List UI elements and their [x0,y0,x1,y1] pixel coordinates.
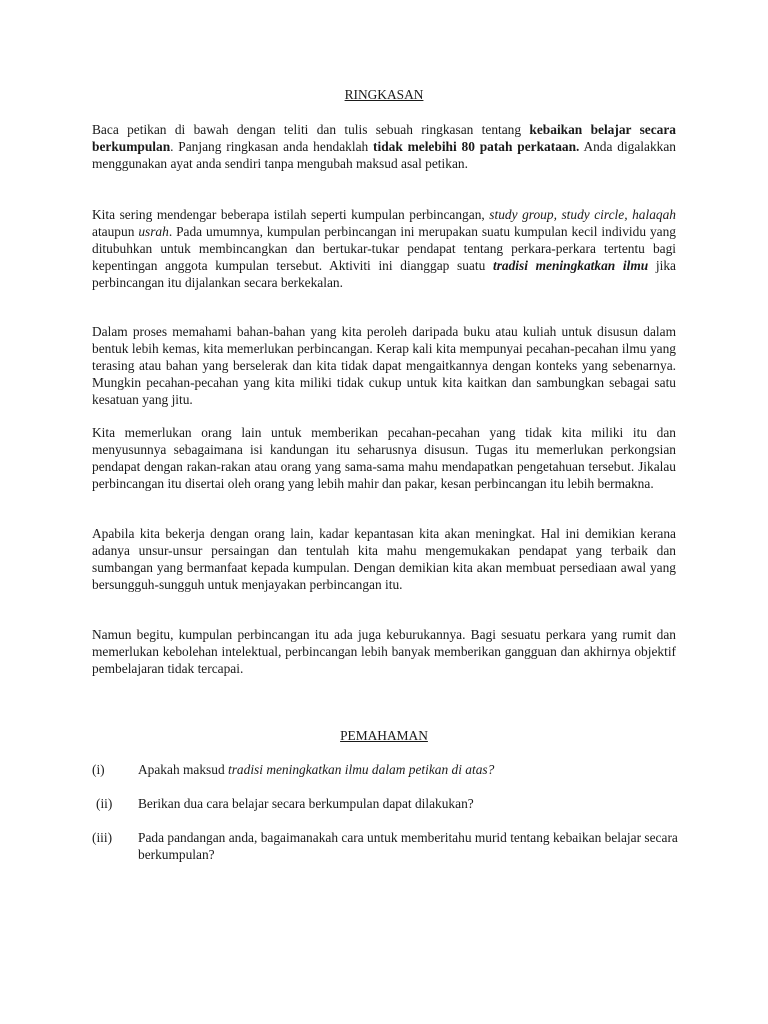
passage-text: . Pada umumnya, kumpulan perbincangan ini merupakan suatu kumpulan kecil individu yang ditubuhkan untuk membincangkan dan bertukar-tukar pendapat tentang perkara-perkara tertentu bagi kepentingan anggota kumpulan tersebut. Aktiviti ini dianggap suatu [92,224,676,273]
instruction-bold-limit: tidak melebihi 80 patah perkataan. [373,139,580,154]
question-text: Apakah maksud tradisi meningkatkan ilmu dalam petikan di atas? [138,762,495,777]
passage-italic-terms: study group, study circle, halaqah [489,207,676,222]
section-title-pemahaman: PEMAHAMAN [340,728,428,743]
question-number: (ii) [96,796,113,811]
instruction-text: Baca petikan di bawah dengan teliti dan tulis sebuah ringkasan tentang [92,122,530,137]
question-text: Berikan dua cara belajar secara berkumpulan dapat dilakukan? [138,796,474,811]
passage-paragraph-2: Dalam proses memahami bahan-bahan yang kita peroleh daripada buku atau kuliah untuk disusun dalam bentuk lebih kemas, kita memerlukan perbincangan. Kerap kali kita mempunyai pecahan-pecahan ilmu yang terasing atau bahan yang berselerak dan kita tidak dapat mengaitkannya dengan konteks yang sebenarnya. Mungkin pecahan-pecahan yang kita miliki tidak cukup untuk kita kaitkan dan sambungkan sebagai satu kesatuan yang jitu. [92,324,676,407]
question-number: (iii) [92,830,113,845]
passage-paragraph-3: Kita memerlukan orang lain untuk memberikan pecahan-pecahan yang tidak kita miliki itu dan menyusunnya sebagaimana isi kandungan itu seharusnya disusun. Tugas itu memerlukan perkongsian pendapat dengan rakan-rakan atau orang yang sama-sama mahu mendapatkan pengetahuan tersebut. Jikalau perbincangan itu disertai oleh orang yang lebih mahir dan pakar, kesan perbincangan itu lebih bermakna. [92,425,676,491]
passage-text: Kita sering mendengar beberapa istilah seperti kumpulan perbincangan, [92,207,490,222]
passage-italic-usrah: usrah [138,224,169,239]
instruction-bold-topic: kebaikan belajar secara berkumpulan [92,122,676,154]
passage-paragraph-4: Apabila kita bekerja dengan orang lain, kadar kepantasan kita akan meningkat. Hal ini demikian kerana adanya unsur-unsur persaingan dan tentulah kita mahu mengemukakan pendapat yang terbaik dan sumbangan yang bermanfaat kepada kumpulan. Dengan demikian kita akan membuat persediaan awal yang bersungguh-sungguh untuk menjayakan perbincangan itu. [92,526,676,592]
instruction-text: Anda digalakkan menggunakan ayat anda sendiri tanpa mengubah maksud asal petikan. [92,139,676,171]
passage-paragraph-1 [92,206,676,291]
question-text: Pada pandangan anda, bagaimanakah cara untuk memberitahu murid tentang kebaikan belajar secara berkumpulan? [138,830,678,862]
instruction-text: . Panjang ringkasan anda hendaklah [170,139,374,154]
instruction-paragraph [92,121,676,172]
passage-text: ataupun [92,224,139,239]
passage-text: jika perbincangan itu dijalankan secara berkekalan. [92,258,676,290]
section-title-ringkasan: RINGKASAN [344,87,424,102]
question-number: (i) [92,762,105,777]
passage-paragraph-5: Namun begitu, kumpulan perbincangan itu ada juga keburukannya. Bagi sesuatu perkara yang rumit dan memerlukan kebolehan intelektual, perbincangan lebih banyak memberikan gangguan dan akhirnya objektif pembelajaran tidak tercapai. [92,627,676,676]
passage-bold-italic-phrase: tradisi meningkatkan ilmu [492,258,649,273]
